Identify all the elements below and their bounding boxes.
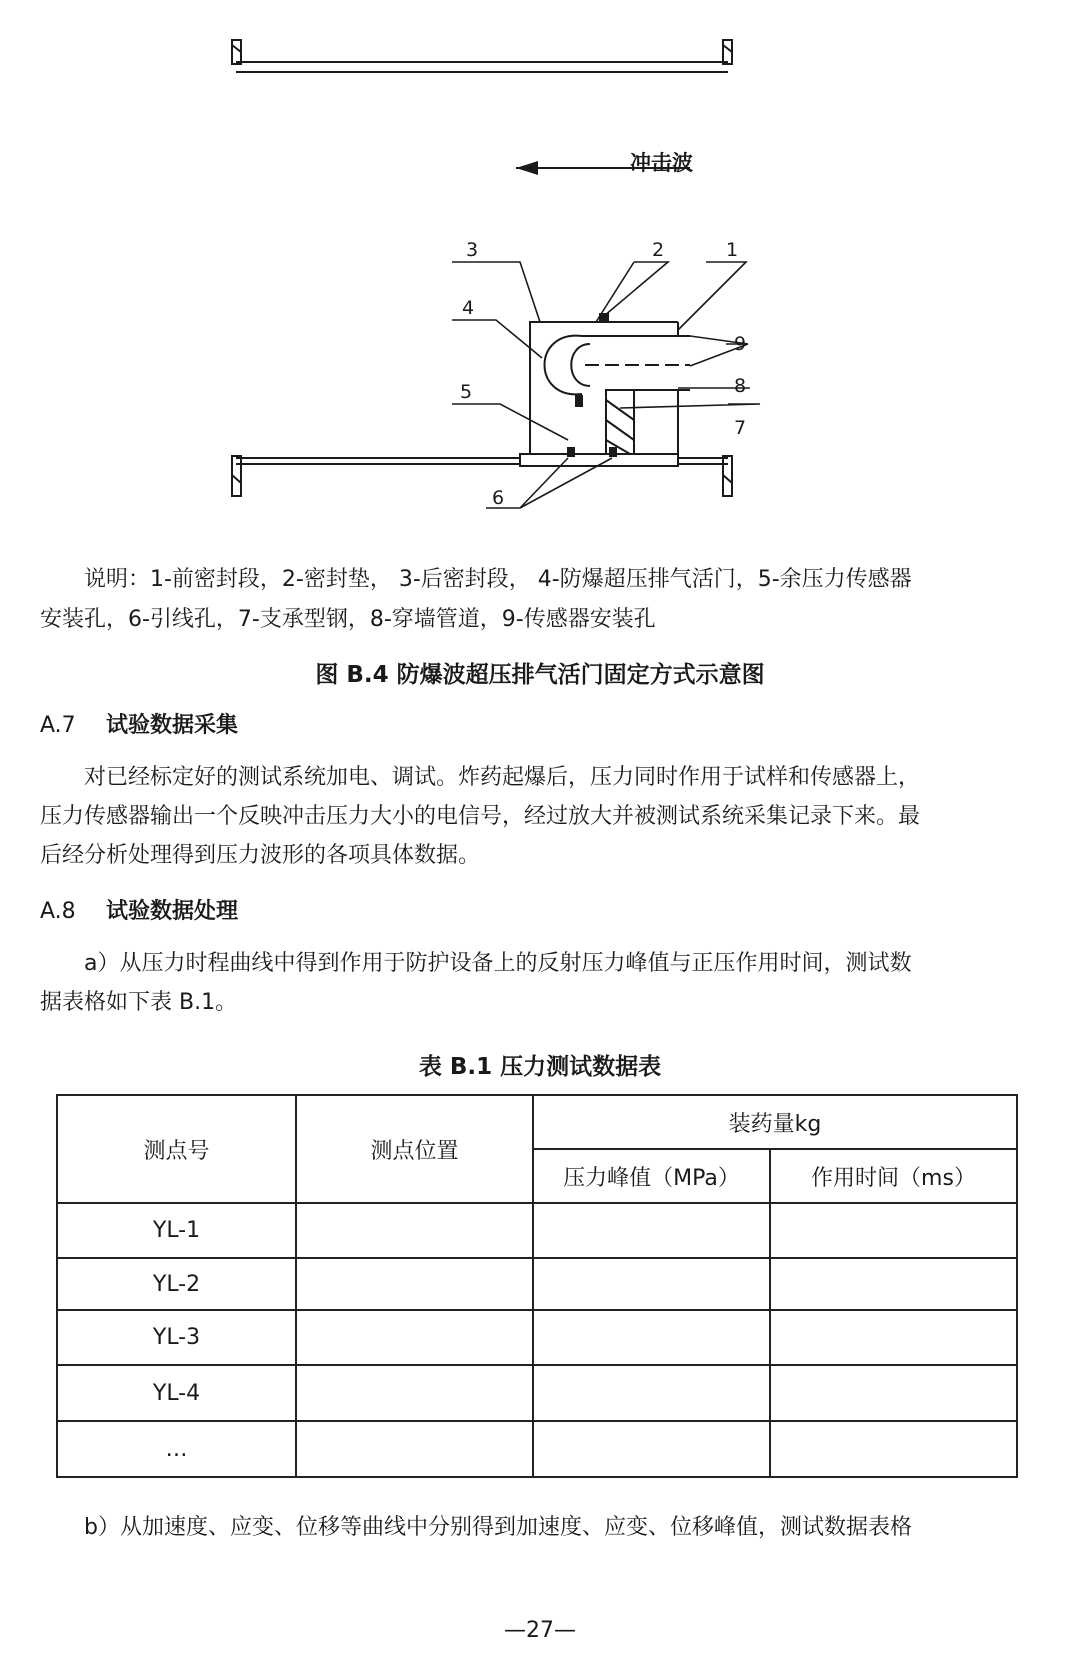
callout-5: 5 [460,381,473,403]
section-number: A.7 [40,713,76,738]
table-row [57,1365,1017,1421]
callout-4: 4 [462,297,475,319]
callout-2: 2 [652,239,665,261]
table-row [57,1258,1017,1310]
valve-fixing-diagram [0,0,1080,520]
paragraph-a7 [40,758,1050,875]
callout-7: 7 [734,417,747,439]
callout-3: 3 [466,239,479,261]
paragraph-line: 对已经标定好的测试系统加电、调试。炸药起爆后，压力同时作用于试样和传感器上， [84,765,921,790]
page-number: —27— [504,1618,576,1643]
paragraph-line: 据表格如下表 B.1。 [40,990,238,1015]
paragraph-a8-a [40,944,1050,1022]
callout-8: 8 [734,375,747,397]
figure-caption: 图 B.4 防爆波超压排气活门固定方式示意图 [315,662,765,688]
paragraph-line: a）从压力时程曲线中得到作用于防护设备上的反射压力峰值与正压作用时间，测试数 [84,951,912,976]
table-title: 表 B.1 压力测试数据表 [418,1054,662,1080]
callout-1: 1 [726,239,739,261]
table-row [57,1310,1017,1365]
section-heading-a8 [40,894,238,925]
shock-wave-label: 冲击波 [630,151,693,175]
table-header-row [57,1095,1017,1149]
paragraph-line: b）从加速度、应变、位移等曲线中分别得到加速度、应变、位移峰值，测试数据表格 [84,1515,912,1540]
pressure-data-table [56,1094,1018,1478]
table-row [57,1421,1017,1477]
callout-6: 6 [492,487,505,509]
section-title: 试验数据处理 [106,899,239,924]
legend-line-1: 说明：1-前密封段，2-密封垫， 3-后密封段， 4-防爆超压排气活门，5-余压力传感器 [84,567,912,592]
table-row [57,1203,1017,1258]
callout-9: 9 [734,333,747,355]
callout-numbers [460,239,746,509]
callout-leaders [452,262,760,508]
section-number: A.8 [40,899,76,924]
cell-point-no: YL-4 [57,1365,296,1421]
shock-wave-arrow [516,151,693,175]
paragraph-line: 压力传感器输出一个反映冲击压力大小的电信号，经过放大并被测试系统采集记录下来。最 [40,804,921,829]
paragraph-a8-b [40,1508,1050,1547]
cell-point-no: YL-1 [57,1203,296,1258]
header-point-no: 测点号 [57,1095,296,1203]
top-wall-segment [232,40,732,72]
section-heading-a7 [40,708,238,739]
figure-legend [40,560,1050,640]
header-position: 测点位置 [296,1095,533,1203]
paragraph-line: 后经分析处理得到压力波形的各项具体数据。 [40,843,481,868]
header-charge: 装药量kg [533,1095,1017,1149]
section-title: 试验数据采集 [106,713,239,738]
cell-point-no: … [57,1421,296,1477]
cell-point-no: YL-2 [57,1258,296,1310]
header-duration: 作用时间（ms） [770,1149,1017,1203]
header-peak-pressure: 压力峰值（MPa） [533,1149,770,1203]
valve-assembly [520,314,690,466]
cell-point-no: YL-3 [57,1310,296,1365]
legend-line-2: 安装孔，6-引线孔，7-支承型钢，8-穿墙管道，9-传感器安装孔 [40,607,656,632]
